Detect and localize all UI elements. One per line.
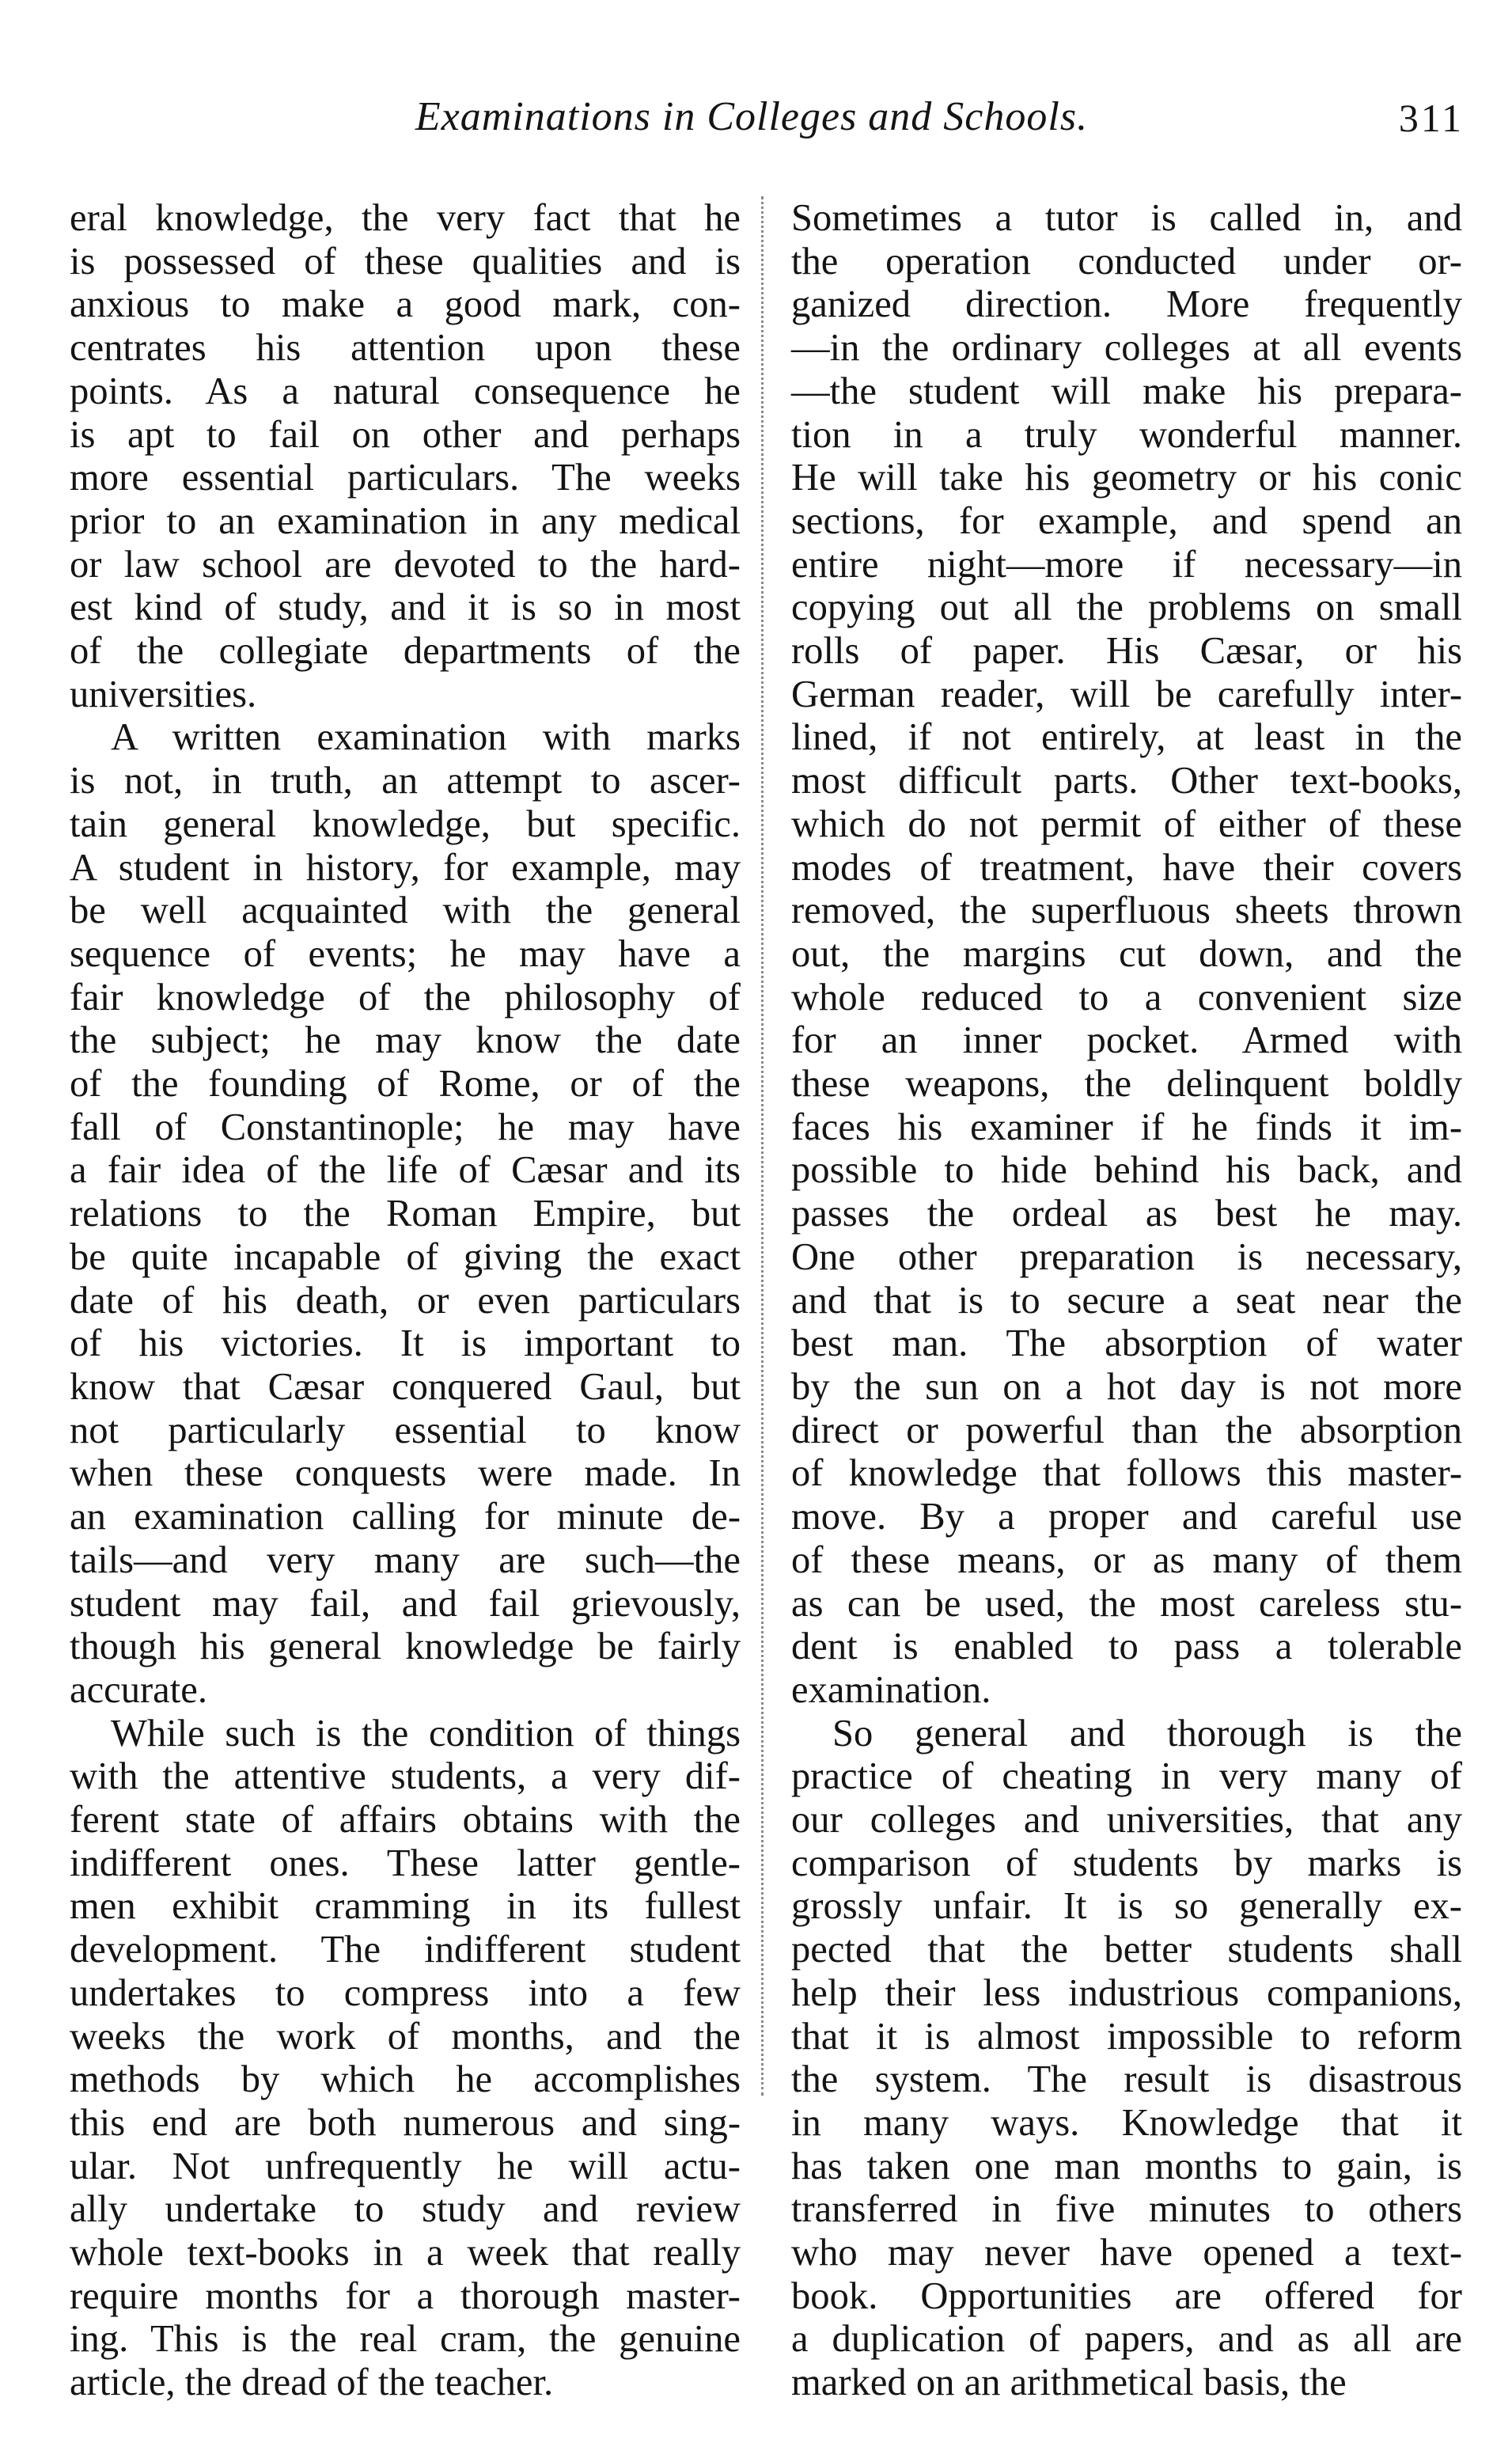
text-line: by the sun on a hot day is not more (791, 1364, 1462, 1408)
text-line: development. The indifferent student (70, 1928, 741, 1971)
text-line: rolls of paper. His Cæsar, or his (791, 629, 1462, 673)
text-line: ferent state of affairs obtains with the (70, 1798, 741, 1842)
text-line: our colleges and universities, that any (791, 1798, 1462, 1842)
text-line: undertakes to compress into a few (70, 1971, 741, 2014)
text-line: of knowledge that follows this master- (791, 1451, 1462, 1495)
text-line: fall of Constantinople; he may have (70, 1105, 741, 1148)
text-line: be well acquainted with the general (70, 889, 741, 932)
text-line: ally undertake to study and review (70, 2187, 741, 2231)
text-line: possible to hide behind his back, and (791, 1148, 1462, 1192)
text-line: practice of cheating in very many of (791, 1755, 1462, 1798)
text-line: the operation conducted under or- (791, 239, 1462, 283)
text-line: entire night—more if necessary—in (791, 542, 1462, 586)
text-line: universities. (70, 672, 257, 715)
paragraph (70, 1712, 741, 2404)
text-line: ganized direction. More frequently (791, 283, 1462, 326)
text-line: though his general knowledge be fairly (70, 1625, 741, 1668)
text-line: and that is to secure a seat near the (791, 1278, 1462, 1322)
column-divider (761, 196, 764, 2096)
text-line: fair knowledge of the philosophy of (70, 975, 741, 1019)
text-line: Sometimes a tutor is called in, and (791, 196, 1462, 239)
text-line: not particularly essential to know (70, 1408, 741, 1451)
text-line: accurate. (70, 1667, 207, 1711)
text-line: be quite incapable of giving the exact (70, 1235, 741, 1278)
text-line: whole text-books in a week that really (70, 2231, 741, 2274)
text-line: ular. Not unfrequently he will actu- (70, 2144, 741, 2187)
text-line: grossly unfair. It is so generally ex- (791, 1884, 1462, 1928)
page-number: 311 (1398, 96, 1464, 140)
text-line: anxious to make a good mark, con- (70, 283, 741, 326)
text-line: a duplication of papers, and as all are (791, 2317, 1462, 2361)
text-line: the system. The result is disastrous (791, 2058, 1462, 2101)
text-line: methods by which he accomplishes (70, 2058, 741, 2101)
text-line: One other preparation is necessary, (791, 1235, 1462, 1278)
text-line: more essential particulars. The weeks (70, 456, 741, 499)
text-line: tails—and very many are such—the (70, 1538, 741, 1581)
text-line: points. As a natural consequence he (70, 369, 741, 412)
text-line: sequence of events; he may have a (70, 931, 741, 975)
paragraph (70, 196, 741, 715)
paragraph (791, 1712, 1462, 2404)
text-line: an examination calling for minute de- (70, 1495, 741, 1538)
text-line: modes of treatment, have their covers (791, 845, 1462, 889)
text-line: men exhibit cramming in its fullest (70, 1884, 741, 1928)
text-line: ing. This is the real cram, the genuine (70, 2317, 741, 2361)
text-line: comparison of students by marks is (791, 1841, 1462, 1884)
text-line: help their less industrious companions, (791, 1971, 1462, 2014)
text-line: most difficult parts. Other text-books, (791, 759, 1462, 802)
text-line: of the founding of Rome, or of the (70, 1062, 741, 1106)
text-line: sections, for example, and spend an (791, 499, 1462, 542)
text-line: faces his examiner if he finds it im- (791, 1105, 1462, 1148)
text-line: centrates his attention upon these (70, 326, 741, 370)
text-line: indifferent ones. These latter gentle- (70, 1841, 741, 1884)
text-line: which do not permit of either of these (791, 802, 1462, 845)
text-line: who may never have opened a text- (791, 2231, 1462, 2274)
text-line: best man. The absorption of water (791, 1322, 1462, 1365)
paragraph (70, 715, 741, 1711)
text-line: eral knowledge, the very fact that he (70, 196, 741, 239)
text-line: move. By a proper and careful use (791, 1495, 1462, 1538)
text-line: weeks the work of months, and the (70, 2014, 741, 2058)
text-line: He will take his geometry or his conic (791, 456, 1462, 499)
text-line: for an inner pocket. Armed with (791, 1019, 1462, 1062)
text-line: student may fail, and fail grievously, (70, 1581, 741, 1625)
text-line: require months for a thorough master- (70, 2274, 741, 2317)
text-line: tion in a truly wonderful manner. (791, 412, 1462, 456)
text-line: passes the ordeal as best he may. (791, 1192, 1462, 1235)
text-line: has taken one man months to gain, is (791, 2144, 1462, 2187)
left-column (70, 196, 741, 2404)
text-line: is not, in truth, an attempt to ascer- (70, 759, 741, 802)
text-line: A student in history, for example, may (70, 845, 741, 889)
running-head: Examinations in Colleges and Schools. (415, 94, 1089, 139)
text-line: or law school are devoted to the hard- (70, 542, 741, 586)
text-line: this end are both numerous and sing- (70, 2100, 741, 2144)
text-line: prior to an examination in any medical (70, 499, 741, 542)
text-line: date of his death, or even particulars (70, 1278, 741, 1322)
text-line: these weapons, the delinquent boldly (791, 1062, 1462, 1106)
text-line: of these means, or as many of them (791, 1538, 1462, 1581)
paragraph (791, 196, 1462, 1712)
text-line: removed, the superfluous sheets thrown (791, 889, 1462, 932)
text-line: the subject; he may know the date (70, 1019, 741, 1062)
text-line: —in the ordinary colleges at all events (791, 326, 1462, 370)
text-line: direct or powerful than the absorption (791, 1408, 1462, 1451)
text-line: examination. (791, 1667, 991, 1711)
text-line: article, the dread of the teacher. (70, 2361, 554, 2404)
text-line: a fair idea of the life of Cæsar and its (70, 1148, 741, 1192)
text-line: when these conquests were made. In (70, 1451, 741, 1495)
text-line: So general and thorough is the (832, 1711, 1462, 1755)
text-line: book. Opportunities are offered for (791, 2274, 1462, 2317)
text-line: of the collegiate departments of the (70, 629, 741, 673)
right-column (791, 196, 1462, 2404)
text-line: While such is the condition of things (111, 1711, 741, 1755)
text-line: know that Cæsar conquered Gaul, but (70, 1364, 741, 1408)
text-line: German reader, will be carefully inter- (791, 672, 1462, 715)
text-line: —the student will make his prepara- (791, 369, 1462, 412)
text-line: est kind of study, and it is so in most (70, 586, 741, 629)
text-line: with the attentive students, a very dif- (70, 1755, 741, 1798)
text-line: pected that the better students shall (791, 1928, 1462, 1971)
text-line: that it is almost impossible to reform (791, 2014, 1462, 2058)
text-line: dent is enabled to pass a tolerable (791, 1625, 1462, 1668)
text-line: marked on an arithmetical basis, the (791, 2361, 1347, 2404)
text-line: is possessed of these qualities and is (70, 239, 741, 283)
text-line: lined, if not entirely, at least in the (791, 715, 1462, 759)
text-line: out, the margins cut down, and the (791, 931, 1462, 975)
text-line: in many ways. Knowledge that it (791, 2100, 1462, 2144)
text-line: whole reduced to a convenient size (791, 975, 1462, 1019)
text-line: as can be used, the most careless stu- (791, 1581, 1462, 1625)
text-line: transferred in five minutes to others (791, 2187, 1462, 2231)
text-line: A written examination with marks (111, 715, 741, 759)
text-line: copying out all the problems on small (791, 586, 1462, 629)
text-line: of his victories. It is important to (70, 1322, 741, 1365)
text-line: relations to the Roman Empire, but (70, 1192, 741, 1235)
text-line: tain general knowledge, but specific. (70, 802, 741, 845)
text-line: is apt to fail on other and perhaps (70, 412, 741, 456)
